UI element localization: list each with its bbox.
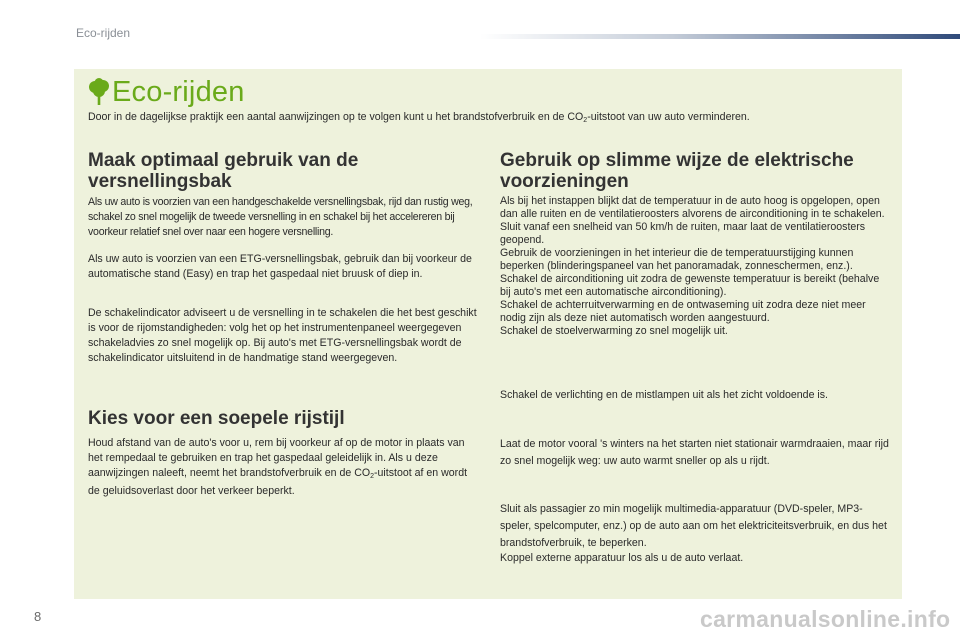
page-number: 8 bbox=[34, 609, 42, 624]
paragraph-disconnect-devices: Koppel externe apparatuur los als u de auto verlaat. bbox=[500, 552, 744, 564]
paragraph-interior-shading: Gebruik de voorzieningen in het interieur die de temperatuurstijging kunnen beperken (blinderingspaneel van het panoramadak, zonneschermen, enz.). bbox=[500, 247, 854, 272]
heading-electrical: Gebruik op slimme wijze de elektrische voorzieningen bbox=[500, 150, 854, 192]
paragraph-smooth-driving: Houd afstand van de auto's voor u, rem bij voorkeur af op de motor in plaats van het rempedaal te gebruiken en trap het gaspedaal geleidelijk in. Als u deze aanwijzingen naleeft, neemt het brandstofverbruik en de $CO_2$-uitstoot af en wordt de geluidsoverlast door het verkeer beperkt. bbox=[88, 437, 468, 497]
intro-text: Door in de dagelijkse praktijk een aantal aanwijzingen op te volgen kunt u het brandstofverbruik en de $CO_2$-uitstoot van uw auto verminderen. bbox=[88, 111, 750, 124]
paragraph-defrost-off: Schakel de achterruitverwarming en de ontwaseming uit zodra deze niet meer nodig zijn als deze niet automatisch worden aangestuurd. bbox=[500, 299, 866, 324]
paragraph-close-windows: Sluit vanaf een snelheid van 50 km/h de ruiten, maar laat de ventilatieroosters geopend. bbox=[500, 221, 866, 246]
paragraph-lights-off: Schakel de verlichting en de mistlampen uit als het zicht voldoende is. bbox=[500, 389, 828, 401]
heading-gearbox: Maak optimaal gebruik van de versnellingsbak bbox=[88, 150, 359, 192]
paragraph-etg-gearbox: Als uw auto is voorzien van een ETG-versnellingsbak, gebruik dan bij voorkeur de automatische stand (Easy) en trap het gaspedaal niet bruusk of diep in. bbox=[88, 253, 472, 280]
tree-icon bbox=[88, 78, 110, 106]
watermark: carmanualsonline.info bbox=[700, 606, 951, 632]
heading-driving-style: Kies voor een soepele rijstijl bbox=[88, 408, 345, 429]
header-section-title: Eco-rijden bbox=[76, 26, 131, 40]
paragraph-shift-indicator: De schakelindicator adviseert u de versnelling in te schakelen die het best geschikt is voor de rijomstandigheden: volg het op het instrumentenpaneel weergegeven schakeladvies zo snel mogelijk op. Bij auto's met ETG-versnellingsbak wordt de schakelindicator uitsluitend in de handmatige stand weergegeven. bbox=[88, 307, 477, 364]
paragraph-seat-heating: Schakel de stoelverwarming zo snel mogelijk uit. bbox=[500, 325, 728, 337]
paragraph-multimedia: Sluit als passagier zo min mogelijk multimedia-apparatuur (DVD-speler, MP3-speler, spelcomputer, enz.) op de auto aan om het elektriciteitsverbruik, en dus het brandstofverbruik, te beperken. bbox=[500, 503, 887, 549]
paragraph-aircon-off: Schakel de airconditioning uit zodra de gewenste temperatuur is bereikt (behalve bij auto's met een automatische airconditioning). bbox=[500, 273, 880, 298]
paragraph-open-windows: Als bij het instappen blijkt dat de temperatuur in de auto hoog is opgelopen, open dan alle ruiten en de ventilatieroosters alvorens de airconditioning in te schakelen. bbox=[500, 195, 885, 220]
paragraph-engine-warmup: Laat de motor vooral 's winters na het starten niet stationair warmdraaien, maar rijd zo snel mogelijk weg: uw auto warmt sneller op als u rijdt. bbox=[500, 438, 889, 467]
header-rule bbox=[480, 34, 960, 39]
electrical-tips-block bbox=[500, 195, 888, 338]
paragraph-manual-gearbox: Als uw auto is voorzien van een handgeschakelde versnellingsbak, rijd dan rustig weg, schakel zo snel mogelijk de tweede versnelling in en schakel bij het accelereren bij voorkeur relatief snel over naar een hogere versnelling. bbox=[88, 196, 473, 238]
page-title: Eco-rijden bbox=[112, 76, 245, 108]
